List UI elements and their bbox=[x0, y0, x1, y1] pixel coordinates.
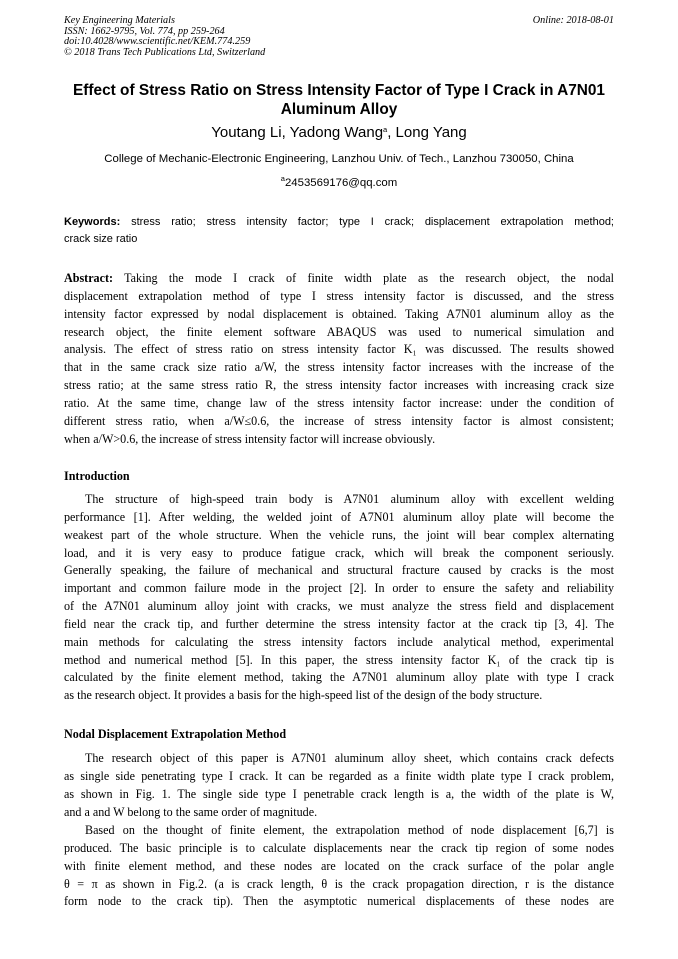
authors-text: Youtang Li, Yadong Wang bbox=[211, 124, 384, 141]
nodal-paragraph-2 bbox=[64, 822, 614, 911]
title-line: Aluminum Alloy bbox=[280, 101, 398, 118]
doi-line: doi:10.4028/www.scientific.net/KEM.774.259 bbox=[64, 36, 251, 48]
author-list bbox=[0, 124, 678, 142]
section-heading-nodal-displacement: Nodal Displacement Extrapolation Method bbox=[64, 727, 287, 741]
abstract-line: that in the same crack size ratio a/W, the stress intensity factor increases with the increase of the bbox=[64, 360, 614, 375]
intro-line: calculated by the finite element method, taking the A7N01 aluminum alloy plate with type I crack bbox=[64, 670, 614, 685]
abstract-line: intensity factor expressed by nodal displacement is obtained. Taking A7N01 aluminum alloy as the bbox=[64, 306, 614, 321]
journal-name: Key Engineering Materials bbox=[64, 15, 175, 26]
abstract-line: analysis. The effect of stress ratio on stress intensity factor K₁ was discussed. The results showed bbox=[64, 342, 614, 357]
abstract-line: stress ratio; at the same stress ratio R, the stress intensity factor increases with increasing crack size bbox=[64, 378, 614, 393]
intro-line: of the A7N01 aluminum alloy joint with cracks, we must analyze the stress field and displacement bbox=[64, 599, 614, 614]
intro-line: The structure of high-speed train body is A7N01 aluminum alloy with excellent welding bbox=[85, 492, 614, 506]
intro-line: important and common failure mode in the project [2]. In order to ensure the safety and reliability bbox=[64, 581, 614, 596]
keywords-line: Keywords: stress ratio; stress intensity factor; type I crack; displacement extrapolation method; bbox=[64, 216, 614, 228]
nodal-line: The research object of this paper is A7N01 aluminum alloy sheet, which contains crack defects bbox=[85, 751, 614, 765]
section-heading-introduction: Introduction bbox=[64, 469, 130, 483]
title-line: Effect of Stress Ratio on Stress Intensity Factor of Type I Crack in A7N01 bbox=[73, 82, 605, 99]
intro-line: field near the crack tip, and further determine the stress intensity factor at the crack tip [3, 4]. The bbox=[64, 616, 614, 631]
abstract-line: different stress ratio, when a/W≤0.6, the increase of stress intensity factor is almost consistent; bbox=[64, 413, 614, 428]
introduction-paragraph bbox=[64, 491, 614, 705]
keywords-label: Keywords: bbox=[64, 216, 121, 228]
nodal-line: as single side penetrating type I crack. It can be regarded as a finite width plate type I crack problem, bbox=[64, 768, 614, 783]
email-address: 2453569176@qq.com bbox=[284, 177, 398, 189]
nodal-line: with finite element method, and these nodes are located on the crack surface of the polar angle bbox=[64, 858, 614, 873]
intro-line: weakest part of the whole structure. When the vehicle runs, the joint will bear complex alternating bbox=[64, 527, 614, 542]
nodal-line: θ = π as shown in Fig.2. (a is crack length, θ is the crack propagation direction, r is the distance bbox=[64, 876, 614, 891]
affiliation: College of Mechanic-Electronic Engineering, Lanzhou Univ. of Tech., Lanzhou 730050, China bbox=[104, 153, 574, 165]
intro-line: as the research object. It provides a basis for the high-speed list of the design of the body structure. bbox=[64, 688, 543, 703]
abstract bbox=[64, 270, 614, 448]
abstract-line: research object, the finite element software ABAQUS was used to numerical simulation and bbox=[64, 324, 614, 339]
journal-header bbox=[64, 16, 265, 58]
paper-title bbox=[40, 81, 638, 119]
nodal-line: as shown in Fig. 1. The single side type I penetrable crack length is a, the width of the plate is W, bbox=[64, 786, 614, 801]
nodal-paragraph-1 bbox=[64, 750, 614, 821]
keywords bbox=[64, 214, 614, 248]
email-line bbox=[0, 176, 678, 190]
abstract-line: Abstract: Taking the mode I crack of finite width plate as the research object, the nodal bbox=[64, 271, 614, 285]
nodal-line: and a and W belong to the same order of magnitude. bbox=[64, 804, 318, 819]
issn-line: ISSN: 1662-9795, Vol. 774, pp 259-264 bbox=[64, 25, 225, 37]
abstract-line: when a/W>0.6, the increase of stress intensity factor will increase obviously. bbox=[64, 431, 436, 446]
keywords-line: crack size ratio bbox=[64, 233, 138, 245]
intro-line: load, and it is very easy to produce fatigue crack, which will break the component seriously. bbox=[64, 545, 614, 560]
intro-line: Generally speaking, the failure of mechanical and structural fracture caused by cracks is the most bbox=[64, 563, 614, 578]
online-date: Online: 2018-08-01 bbox=[532, 15, 614, 26]
intro-line: main methods for calculating the stress intensity factors include analytical method, experimental bbox=[64, 634, 614, 649]
intro-line: method and numerical method [5]. In this paper, the stress intensity factor K₁ of the crack tip is bbox=[64, 652, 614, 667]
nodal-line: produced. The basic principle is to calculate displacements near the crack tip region of some nodes bbox=[64, 840, 614, 855]
intro-line: performance [1]. After welding, the welded joint of A7N01 aluminum alloy plate will become the bbox=[64, 509, 614, 524]
abstract-line: ratio. At the same time, change law of the stress intensity factor increase: under the condition of bbox=[64, 395, 614, 410]
abstract-line: displacement extrapolation method of type I stress intensity factor is discussed, and the stress bbox=[64, 288, 614, 303]
abstract-label: Abstract: bbox=[64, 271, 114, 285]
author-affil-mark: a bbox=[383, 125, 388, 134]
copyright-line: © 2018 Trans Tech Publications Ltd, Switzerland bbox=[64, 46, 266, 58]
email-mark: a bbox=[280, 174, 285, 183]
authors-text: , Long Yang bbox=[387, 124, 467, 141]
nodal-line: Based on the thought of finite element, the extrapolation method of node displacement [6,7] is bbox=[85, 823, 614, 837]
nodal-line: form node to the crack tip). Then the asymptotic numerical displacements of these nodes are bbox=[64, 894, 614, 909]
